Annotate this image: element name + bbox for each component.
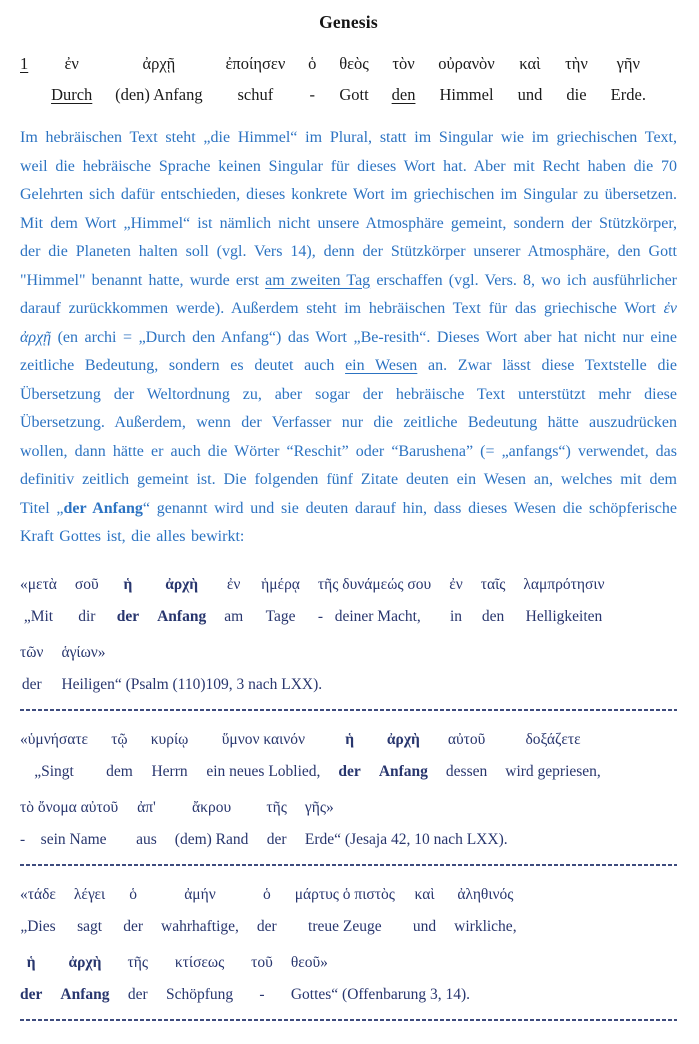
word-pair	[20, 796, 118, 851]
german-word: Erde“ (Jesaja 42, 10 nach LXX).	[304, 830, 508, 848]
german-word: (dem) Rand	[174, 830, 249, 848]
word-pair	[20, 728, 88, 783]
greek-word: τὸν	[392, 54, 415, 73]
german-word: Anfang	[157, 607, 207, 625]
greek-word: λαμπρότησιν	[523, 575, 605, 593]
german-word: aus	[136, 830, 157, 848]
word-pair	[206, 728, 320, 783]
german-word: schuf	[237, 85, 274, 104]
greek-word: ἡ	[123, 575, 133, 593]
word-pair	[128, 951, 148, 1006]
greek-word: τῷ	[111, 730, 128, 748]
greek-word: ὁ	[262, 885, 271, 903]
greek-word: δοξάζετε	[525, 730, 581, 748]
text-run: an. Zwar lässt diese Textstelle die Übersetzung der Weltordnung zu, aber sogar der hebräische Text unterstützt mehr diese Übersetzung. Außerdem, wenn der Verfasser nur die zeitliche Bedeutung hätte auszudrücken wollen, dann hätte er auch die Wörter “Reschit” oder “Barushena” (= „anfangs“) verwendet, das definitiv zeitlich gemeint ist. Die folgenden fünf Zitate deuten ein Wesen an, welches mit dem Titel „	[20, 357, 678, 517]
german-word: der	[256, 917, 277, 935]
word-pair	[51, 53, 92, 106]
german-word: den	[481, 607, 505, 625]
word-pair	[266, 796, 286, 851]
greek-word: κτίσεως	[174, 953, 225, 971]
verse-number-spacer	[20, 84, 24, 106]
greek-word: τῆς	[127, 953, 148, 971]
greek-word: ἐν	[449, 575, 463, 593]
german-word: Helligkeiten	[525, 607, 603, 625]
word-pair	[392, 53, 416, 106]
german-word: und	[412, 917, 437, 935]
german-word: Anfang	[60, 985, 110, 1003]
german-word: in	[449, 607, 462, 625]
german-word: Durch	[51, 85, 93, 104]
word-pair	[74, 883, 105, 938]
german-word: Gottes“ (Offenbarung 3, 14).	[290, 985, 471, 1003]
word-pair	[157, 573, 206, 628]
greek-word: οὐρανὸν	[438, 54, 495, 73]
separator-line	[20, 864, 677, 866]
word-pair	[106, 728, 133, 783]
text-run: Im hebräischen Text steht „die Himmel“ im Plural, statt im Singular wie im griechischen Text, weil die hebräische Sprache keinen Singular für dieses Wort hat. Aber mit Recht haben die 70 Gelehrten sich dafür entschieden, dieses konkrete Wort im griechischen im Singular zu übersetzen. Mit dem Wort „Himmel“ ist nämlich nicht unsere Atmosphäre gemeint, sondern der Stützkörper, der die Planeten halten soll (vgl. Vers 14), denn der Stützkörper unserer Atmosphäre, den Gott "Himmel" benannt hatte, wurde erst	[20, 129, 677, 289]
german-word: wahrhaftige,	[161, 917, 239, 935]
text-run: erschaffen (vgl. Vers. 8, wo ich ausführlicher darauf zurückkommen werde). Außerdem steht im hebräischen Text für das griechische Wort	[20, 271, 678, 317]
bold-text: der Anfang	[63, 499, 143, 517]
german-word: Himmel	[439, 85, 494, 104]
greek-word: ἀρχὴ	[386, 730, 420, 748]
german-word: dem	[106, 762, 133, 780]
german-word: wirkliche,	[454, 917, 517, 935]
word-pair	[505, 728, 601, 783]
greek-word: τῶν	[20, 643, 44, 661]
underlined-text: ein Wesen	[345, 357, 418, 374]
word-pair	[438, 53, 494, 106]
greek-word: ἐν	[64, 54, 79, 73]
word-pair	[261, 573, 300, 628]
german-word: - sein Name	[20, 830, 107, 848]
word-pair	[339, 53, 369, 106]
german-word: der	[123, 917, 144, 935]
greek-word: ἡ	[26, 953, 36, 971]
word-pair	[136, 796, 157, 851]
word-pair	[338, 728, 360, 783]
word-pair	[565, 53, 588, 106]
german-word: (den) Anfang	[115, 85, 203, 104]
greek-word: κυρίῳ	[150, 730, 189, 748]
word-pair	[225, 53, 285, 106]
german-word: der	[266, 830, 287, 848]
german-word: wird gepriesen,	[505, 762, 601, 780]
greek-word: ἀπ'	[137, 798, 156, 816]
greek-word: τὴν	[565, 54, 588, 73]
german-word: Herrn	[151, 762, 188, 780]
word-pair	[295, 883, 395, 938]
page-title: Genesis	[319, 12, 378, 32]
commentary-paragraph	[20, 124, 677, 552]
german-word: Tage	[265, 607, 296, 625]
german-word: - deiner Macht,	[317, 607, 421, 625]
greek-word: ἡ	[345, 730, 355, 748]
german-word: „Dies	[20, 917, 56, 935]
german-word: Anfang	[378, 762, 428, 780]
quote-interlinear-row	[20, 796, 677, 851]
word-pair	[251, 951, 273, 1006]
word-pair	[161, 883, 239, 938]
word-pair	[166, 951, 233, 1006]
greek-word: «μετὰ	[20, 575, 57, 593]
greek-word: αὐτοῦ	[447, 730, 486, 748]
word-pair	[115, 53, 203, 106]
german-word: der	[21, 675, 42, 693]
greek-word: «ὑμνήσατε	[20, 730, 89, 748]
quote-interlinear-row	[20, 573, 677, 628]
word-pair	[224, 573, 243, 628]
greek-word: τὸ ὄνομα αὐτοῦ	[20, 798, 119, 816]
greek-word: ὁ	[308, 54, 317, 73]
german-word: Heiligen“ (Psalm (110)109, 3 nach LXX).	[61, 675, 323, 693]
greek-word: ἀρχὴ	[165, 575, 199, 593]
word-pair	[151, 728, 189, 783]
greek-word: «τάδε	[20, 885, 56, 903]
verse-number	[20, 53, 28, 75]
german-word: Erde.	[610, 85, 646, 104]
underlined-text: am zweiten Tag	[265, 271, 371, 289]
word-pair	[20, 573, 57, 628]
word-pair	[75, 573, 99, 628]
german-word: treue Zeuge	[308, 917, 382, 935]
word-pair	[257, 883, 277, 938]
greek-word: τῆς δυνάμεώς σου	[317, 575, 432, 593]
german-word: „Singt	[34, 762, 74, 780]
word-pair	[481, 573, 506, 628]
greek-word: ἀρχὴ	[68, 953, 102, 971]
german-word: der	[116, 607, 140, 625]
separator-line	[20, 1019, 677, 1021]
greek-word: τοῦ	[251, 953, 273, 971]
verse-interlinear	[20, 53, 646, 106]
word-pair	[308, 53, 316, 106]
greek-word: ἀληθινός	[457, 885, 514, 903]
german-word: der	[127, 985, 148, 1003]
german-word: -	[309, 85, 315, 104]
word-pair	[318, 573, 431, 628]
greek-word: θεοῦ»	[290, 953, 328, 971]
verse-number-pair	[20, 53, 28, 106]
greek-word: γῆς»	[304, 798, 334, 816]
quote-interlinear-row	[20, 728, 677, 783]
greek-word: γῆν	[616, 54, 640, 73]
greek-word: ἡμέρᾳ	[261, 575, 300, 593]
word-pair	[413, 883, 436, 938]
word-pair	[123, 883, 143, 938]
quote-block-2	[20, 728, 677, 851]
word-pair	[20, 883, 56, 938]
german-word: „Mit	[23, 607, 54, 625]
greek-word: ἐν	[226, 575, 241, 593]
greek-word: τῆς	[266, 798, 287, 816]
text-run: (en archi = „Durch den Anfang“) das Wort „Be-resith“. Dieses Wort aber hat nicht nur eine zeitliche Bedeutung, sondern es deutet auch	[20, 328, 677, 374]
quote-interlinear-row	[20, 641, 677, 696]
separator-line	[20, 709, 677, 711]
greek-word: μάρτυς ὁ πιστὸς	[294, 885, 395, 903]
quote-interlinear-row	[20, 883, 677, 938]
greek-word: ὁ	[129, 885, 137, 903]
word-pair	[305, 796, 508, 851]
german-word: am	[224, 607, 244, 625]
word-pair	[291, 951, 470, 1006]
word-pair	[611, 53, 646, 106]
word-pair	[446, 728, 487, 783]
greek-word: ἀμήν	[184, 885, 216, 903]
german-word: die	[566, 85, 587, 104]
quotes-section	[20, 573, 677, 1021]
german-word: Schöpfung	[165, 985, 234, 1003]
greek-word: θεὸς	[339, 54, 369, 73]
quote-block-3	[20, 883, 677, 1006]
german-word: dessen	[445, 762, 488, 780]
text-run: “ genannt wird und sie deuten darauf hin, dass dieses Wesen die schöpferische Kraft Gottes ist, die alles bewirkt:	[20, 499, 677, 545]
word-pair	[60, 951, 109, 1006]
word-pair	[61, 641, 322, 696]
word-pair	[117, 573, 139, 628]
word-pair	[449, 573, 463, 628]
german-word: ein neues Loblied,	[206, 762, 321, 780]
word-pair	[20, 641, 43, 696]
quote-block-1	[20, 573, 677, 696]
word-pair	[518, 53, 543, 106]
greek-word: σοῦ	[74, 575, 99, 593]
greek-word: ταῖς	[480, 575, 506, 593]
greek-word: ἐποίησεν	[225, 54, 286, 73]
greek-word: ὕμνον καινόν	[221, 730, 306, 748]
word-pair	[523, 573, 604, 628]
greek-word: λέγει	[73, 885, 106, 903]
german-word: dir	[78, 607, 96, 625]
german-word: Gott	[339, 85, 369, 104]
german-word: den	[391, 85, 416, 104]
german-word: und	[517, 85, 543, 104]
greek-word: καὶ	[519, 54, 541, 73]
greek-word: ἄκρου	[192, 798, 232, 816]
greek-term: ἐν ἀρχῇ	[20, 300, 677, 346]
verse-number-text: 1	[20, 54, 29, 73]
german-word: -	[259, 985, 265, 1003]
quote-interlinear-row	[20, 951, 677, 1006]
word-pair	[379, 728, 428, 783]
german-word: sagt	[77, 917, 103, 935]
word-pair	[20, 951, 42, 1006]
german-word: der	[338, 762, 361, 780]
word-pair	[454, 883, 516, 938]
greek-word: ἁγίων»	[61, 643, 106, 661]
german-word: der	[20, 985, 43, 1003]
greek-word: ἀρχῇ	[142, 54, 176, 73]
word-pair	[175, 796, 249, 851]
greek-word: καὶ	[414, 885, 435, 903]
